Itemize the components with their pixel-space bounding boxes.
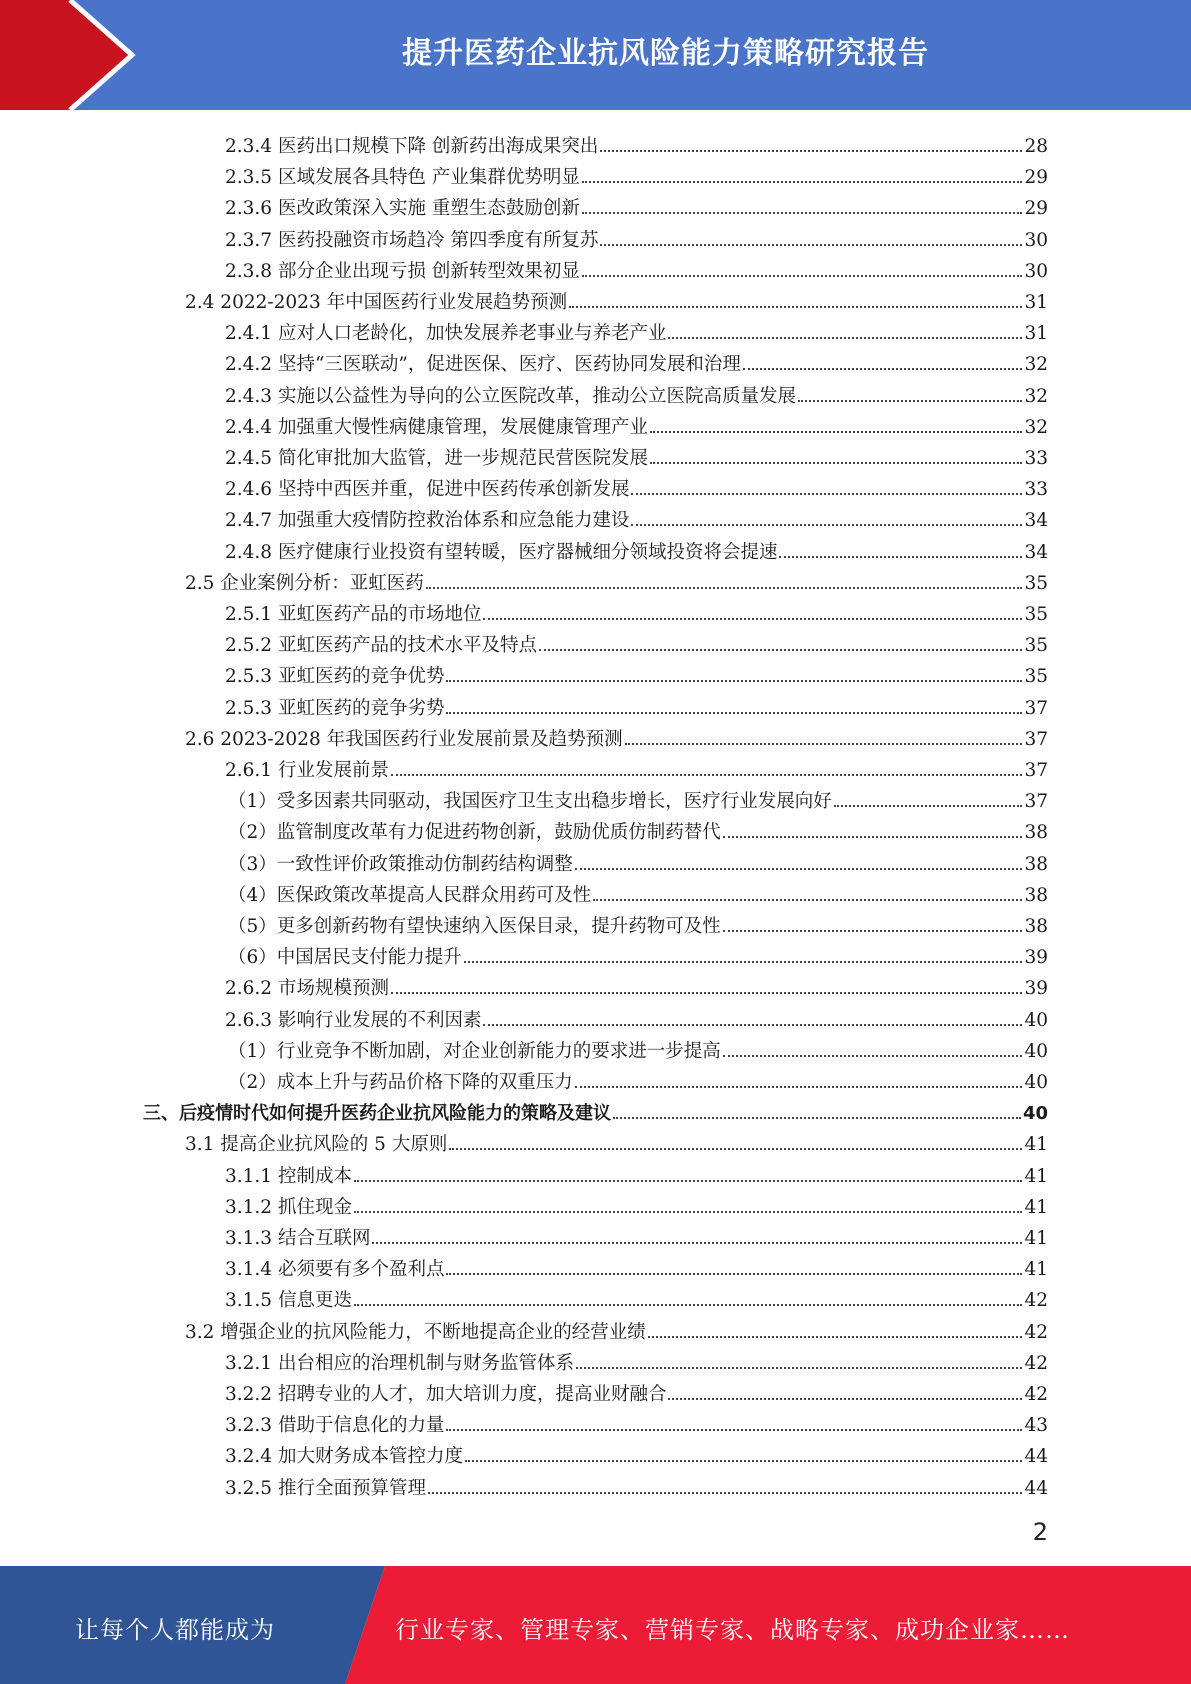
toc-entry-title: 2.4 2022-2023 年中国医药行业发展趋势预测 xyxy=(185,292,568,313)
toc-entry[interactable] xyxy=(228,1063,1048,1094)
toc-entry-title: 2.3.4 医药出口规模下降 创新药出海成果突出 xyxy=(225,136,599,157)
toc-entry[interactable] xyxy=(225,1469,1048,1500)
toc-entry-page: 44 xyxy=(1024,1477,1048,1499)
toc-dot-leader xyxy=(575,868,1023,870)
toc-dot-leader xyxy=(723,1055,1023,1057)
toc-entry-page: 35 xyxy=(1024,666,1048,688)
toc-entry[interactable] xyxy=(225,1281,1048,1312)
toc-entry[interactable] xyxy=(185,283,1048,314)
toc-dot-leader xyxy=(446,1273,1022,1275)
toc-entry-page: 40 xyxy=(1024,1040,1048,1062)
toc-entry-page: 29 xyxy=(1024,198,1048,220)
toc-entry-page: 32 xyxy=(1024,416,1048,438)
toc-entry[interactable] xyxy=(225,408,1048,439)
toc-entry-title: （6）中国居民支付能力提升 xyxy=(228,947,462,969)
toc-entry-title: 3.1.4 必须要有多个盈利点 xyxy=(225,1259,445,1281)
toc-entry[interactable] xyxy=(228,1032,1048,1063)
toc-entry[interactable] xyxy=(228,907,1048,938)
toc-dot-leader xyxy=(593,899,1022,901)
toc-dot-leader xyxy=(464,961,1023,963)
toc-entry-page: 30 xyxy=(1024,260,1048,282)
toc-entry-title: （4）医保政策改革提高人民群众用药可及性 xyxy=(228,884,592,906)
toc-entry-title: 2.3.6 医改政策深入实施 重塑生态鼓励创新 xyxy=(225,198,580,220)
toc-entry[interactable] xyxy=(225,626,1048,657)
toc-dot-leader xyxy=(446,680,1022,682)
toc-entry[interactable] xyxy=(225,1437,1048,1468)
toc-entry-title: 2.4.4 加强重大慢性病健康管理，发展健康管理产业 xyxy=(225,416,648,438)
toc-entry[interactable] xyxy=(185,1313,1048,1344)
toc-entry-title: （1）受多因素共同驱动，我国医疗卫生支出稳步增长，医疗行业发展向好 xyxy=(228,791,832,813)
report-title: 提升医药企业抗风险能力策略研究报告 xyxy=(402,36,929,71)
toc-entry-title: 3.1.2 抓住现金 xyxy=(225,1196,352,1218)
toc-dot-leader xyxy=(668,1398,1022,1400)
toc-dot-leader xyxy=(446,1429,1022,1431)
toc-dot-leader xyxy=(723,930,1023,932)
toc-entry-page: 40 xyxy=(1024,1072,1048,1093)
toc-entry[interactable] xyxy=(225,533,1048,564)
toc-entry-page: 32 xyxy=(1024,354,1048,376)
toc-entry-title: 2.4.8 医疗健康行业投资有望转暖，医疗器械细分领域投资将会提速 xyxy=(225,541,778,563)
toc-entry-title: 2.4.7 加强重大疫情防控救治体系和应急能力建设 xyxy=(225,510,630,532)
toc-entry-page: 31 xyxy=(1024,323,1048,345)
toc-entry-title: 2.3.5 区域发展各具特色 产业集群优势明显 xyxy=(225,167,580,189)
toc-entry-title: 3.1.5 信息更迭 xyxy=(225,1290,352,1312)
toc-dot-leader xyxy=(650,431,1022,433)
toc-entry-page: 41 xyxy=(1024,1228,1048,1249)
toc-entry-page: 33 xyxy=(1024,448,1048,469)
toc-entry-title: （3）一致性评价政策推动仿制药结构调整 xyxy=(228,853,573,875)
toc-entry-page: 39 xyxy=(1024,978,1048,1000)
toc-dot-leader xyxy=(625,743,1023,745)
toc-entry[interactable] xyxy=(225,1001,1048,1032)
toc-dot-leader xyxy=(354,1211,1023,1213)
page-number: 2 xyxy=(1032,1518,1048,1546)
toc-entry[interactable] xyxy=(225,158,1048,189)
toc-entry-title: 2.6.1 行业发展前景 xyxy=(225,760,389,781)
toc-entry-page: 38 xyxy=(1024,853,1048,875)
toc-dot-leader xyxy=(354,1304,1023,1306)
toc-entry[interactable] xyxy=(228,813,1048,844)
toc-dot-leader xyxy=(426,587,1023,589)
toc-entry-title: 2.4.1 应对人口老龄化，加快发展养老事业与养老产业 xyxy=(225,323,667,345)
toc-entry-page: 33 xyxy=(1024,479,1048,501)
toc-dot-leader xyxy=(354,1180,1023,1182)
toc-entry[interactable] xyxy=(225,751,1048,782)
toc-entry[interactable] xyxy=(225,1250,1048,1281)
toc-dot-leader xyxy=(582,212,1023,214)
toc-entry[interactable] xyxy=(185,720,1048,751)
toc-entry-title: 3.2.5 推行全面预算管理 xyxy=(225,1477,426,1499)
toc-entry-page: 35 xyxy=(1024,635,1048,657)
toc-entry-title: 2.5.1 亚虹医药产品的市场地位 xyxy=(225,604,482,625)
toc-entry-title: 3.2.4 加大财务成本管控力度 xyxy=(225,1446,463,1468)
toc-entry-title: （2）成本上升与药品价格下降的双重压力 xyxy=(228,1072,573,1093)
toc-entry-page: 42 xyxy=(1024,1290,1048,1312)
toc-entry-page: 41 xyxy=(1024,1196,1048,1218)
toc-entry-page: 37 xyxy=(1024,760,1048,781)
toc-entry-title: 2.4.3 实施以公益性为导向的公立医院改革，推动公立医院高质量发展 xyxy=(225,385,796,407)
toc-dot-leader xyxy=(743,368,1023,370)
toc-entry-page: 38 xyxy=(1024,916,1048,937)
toc-entry-title: （1）行业竞争不断加剧，对企业创新能力的要求进一步提高 xyxy=(228,1040,721,1062)
toc-entry-title: 2.5.3 亚虹医药的竞争优势 xyxy=(225,666,445,688)
toc-entry-title: 3.1.3 结合互联网 xyxy=(225,1228,371,1249)
toc-entry-page: 28 xyxy=(1024,136,1048,157)
toc-dot-leader xyxy=(582,181,1023,183)
toc-dot-leader xyxy=(391,774,1022,776)
toc-entry-title: 3.1.1 控制成本 xyxy=(225,1165,352,1187)
toc-entry-title: 2.3.8 部分企业出现亏损 创新转型效果初显 xyxy=(225,260,580,282)
toc-entry-page: 31 xyxy=(1024,292,1048,313)
toc-entry[interactable] xyxy=(225,501,1048,532)
toc-entry-page: 32 xyxy=(1024,385,1048,407)
toc-entry[interactable] xyxy=(228,938,1048,969)
toc-dot-leader xyxy=(372,1242,1022,1244)
toc-entry[interactable] xyxy=(225,1219,1048,1250)
toc-entry-page: 42 xyxy=(1024,1352,1048,1374)
toc-entry-title: 3.2.3 借助于信息化的力量 xyxy=(225,1415,445,1437)
toc-entry-title: （5）更多创新药物有望快速纳入医保目录，提升药物可及性 xyxy=(228,916,721,937)
toc-entry[interactable] xyxy=(225,439,1048,470)
toc-dot-leader xyxy=(446,712,1022,714)
toc-entry-page: 40 xyxy=(1022,1103,1048,1125)
toc-dot-leader xyxy=(575,1086,1023,1088)
header-arrow-decoration xyxy=(0,0,160,110)
footer-slogan-roles: 行业专家、管理专家、营销专家、战略专家、成功企业家…… xyxy=(395,1616,1070,1644)
toc-entry[interactable] xyxy=(225,1344,1048,1375)
toc-entry-page: 41 xyxy=(1024,1134,1048,1156)
toc-dot-leader xyxy=(631,524,1022,526)
toc-entry-page: 37 xyxy=(1024,728,1048,750)
toc-entry-page: 42 xyxy=(1024,1321,1048,1343)
toc-entry-title: （2）监管制度改革有力促进药物创新，鼓励优质仿制药替代 xyxy=(228,822,721,844)
toc-entry-page: 41 xyxy=(1024,1259,1048,1281)
toc-entry[interactable] xyxy=(225,221,1048,252)
toc-dot-leader xyxy=(449,1148,1022,1150)
toc-dot-leader xyxy=(631,493,1022,495)
toc-entry[interactable] xyxy=(225,1188,1048,1219)
toc-entry-title: 2.5.3 亚虹医药的竞争劣势 xyxy=(225,697,445,719)
toc-entry-page: 38 xyxy=(1024,822,1048,844)
toc-entry-title: 3.2.1 出台相应的治理机制与财务监管体系 xyxy=(225,1352,574,1374)
toc-dot-leader xyxy=(668,337,1022,339)
toc-entry-page: 30 xyxy=(1024,229,1048,251)
toc-entry-page: 35 xyxy=(1024,572,1048,594)
toc-entry-title: 2.4.6 坚持中西医并重，促进中医药传承创新发展 xyxy=(225,479,630,501)
toc-dot-leader xyxy=(483,1024,1022,1026)
toc-entry-title: 3.2 增强企业的抗风险能力，不断地提高企业的经营业绩 xyxy=(185,1321,646,1343)
toc-dot-leader xyxy=(569,306,1022,308)
toc-entry[interactable] xyxy=(225,689,1048,720)
footer-slogan-lead: 让每个人都能成为 xyxy=(75,1616,275,1644)
toc-dot-leader xyxy=(600,150,1022,152)
toc-dot-leader xyxy=(779,556,1022,558)
toc-entry[interactable] xyxy=(225,470,1048,501)
toc-dot-leader xyxy=(539,649,1022,651)
toc-dot-leader xyxy=(600,244,1022,246)
toc-entry-page: 41 xyxy=(1024,1165,1048,1187)
toc-entry-page: 34 xyxy=(1024,541,1048,563)
toc-entry[interactable] xyxy=(225,1406,1048,1437)
toc-entry-page: 39 xyxy=(1024,947,1048,969)
toc-dot-leader xyxy=(650,462,1022,464)
toc-entry-title: 2.3.7 医药投融资市场趋冷 第四季度有所复苏 xyxy=(225,229,599,251)
toc-entry-title: 2.6.3 影响行业发展的不利因素 xyxy=(225,1009,482,1031)
toc-entry[interactable] xyxy=(225,127,1048,158)
toc-entry[interactable] xyxy=(185,564,1048,595)
toc-dot-leader xyxy=(391,992,1022,994)
toc-entry[interactable] xyxy=(228,782,1048,813)
toc-entry-page: 35 xyxy=(1024,604,1048,625)
toc-entry[interactable] xyxy=(225,1375,1048,1406)
report-header xyxy=(0,0,1191,110)
toc-entry-title: 2.6 2023-2028 年我国医药行业发展前景及趋势预测 xyxy=(185,728,623,750)
toc-entry-title: 2.4.2 坚持“三医联动”，促进医保、医疗、医药协同发展和治理 xyxy=(225,354,741,376)
toc-entry[interactable] xyxy=(225,314,1048,345)
footer-banner xyxy=(0,1566,1191,1684)
toc-entry-page: 42 xyxy=(1024,1384,1048,1405)
toc-entry-title: 2.5 企业案例分析：亚虹医药 xyxy=(185,572,424,594)
toc-dot-leader xyxy=(582,275,1023,277)
toc-dot-leader xyxy=(723,836,1023,838)
toc-entry-title: 2.4.5 简化审批加大监管，进一步规范民营医院发展 xyxy=(225,448,648,469)
toc-entry-page: 37 xyxy=(1024,697,1048,719)
toc-entry[interactable] xyxy=(185,1125,1048,1156)
toc-entry-title: 2.5.2 亚虹医药产品的技术水平及特点 xyxy=(225,635,537,657)
toc-dot-leader xyxy=(648,1336,1023,1338)
toc-dot-leader xyxy=(428,1492,1022,1494)
toc-dot-leader xyxy=(834,805,1023,807)
toc-entry-page: 37 xyxy=(1024,791,1048,813)
toc-entry-title: 2.6.2 市场规模预测 xyxy=(225,978,389,1000)
toc-entry-page: 38 xyxy=(1024,884,1048,906)
toc-entry-page: 40 xyxy=(1024,1009,1048,1031)
toc-entry[interactable] xyxy=(225,345,1048,376)
toc-entry[interactable] xyxy=(225,969,1048,1000)
toc-dot-leader xyxy=(613,1117,1021,1119)
toc-entry[interactable] xyxy=(225,657,1048,688)
toc-entry[interactable] xyxy=(225,189,1048,220)
toc-entry[interactable] xyxy=(225,1157,1048,1188)
toc-entry-title: 3.1 提高企业抗风险的 5 大原则 xyxy=(185,1134,448,1156)
toc-entry-title: 三、后疫情时代如何提升医药企业抗风险能力的策略及建议 xyxy=(143,1103,611,1125)
toc-dot-leader xyxy=(483,618,1022,620)
toc-entry[interactable] xyxy=(228,876,1048,907)
toc-entry[interactable] xyxy=(228,845,1048,876)
toc-dot-leader xyxy=(576,1367,1022,1369)
toc-entry-page: 34 xyxy=(1024,510,1048,532)
toc-entry-title: 3.2.2 招聘专业的人才，加大培训力度，提高业财融合 xyxy=(225,1384,667,1405)
toc-entry-page: 44 xyxy=(1024,1446,1048,1468)
toc-dot-leader xyxy=(798,400,1022,402)
toc-entry[interactable] xyxy=(225,377,1048,408)
toc-entry[interactable] xyxy=(225,595,1048,626)
toc-entry[interactable] xyxy=(143,1094,1048,1125)
toc-entry-page: 43 xyxy=(1024,1415,1048,1437)
toc-entry[interactable] xyxy=(225,252,1048,283)
toc-entry-page: 29 xyxy=(1024,167,1048,189)
toc-dot-leader xyxy=(465,1460,1022,1462)
